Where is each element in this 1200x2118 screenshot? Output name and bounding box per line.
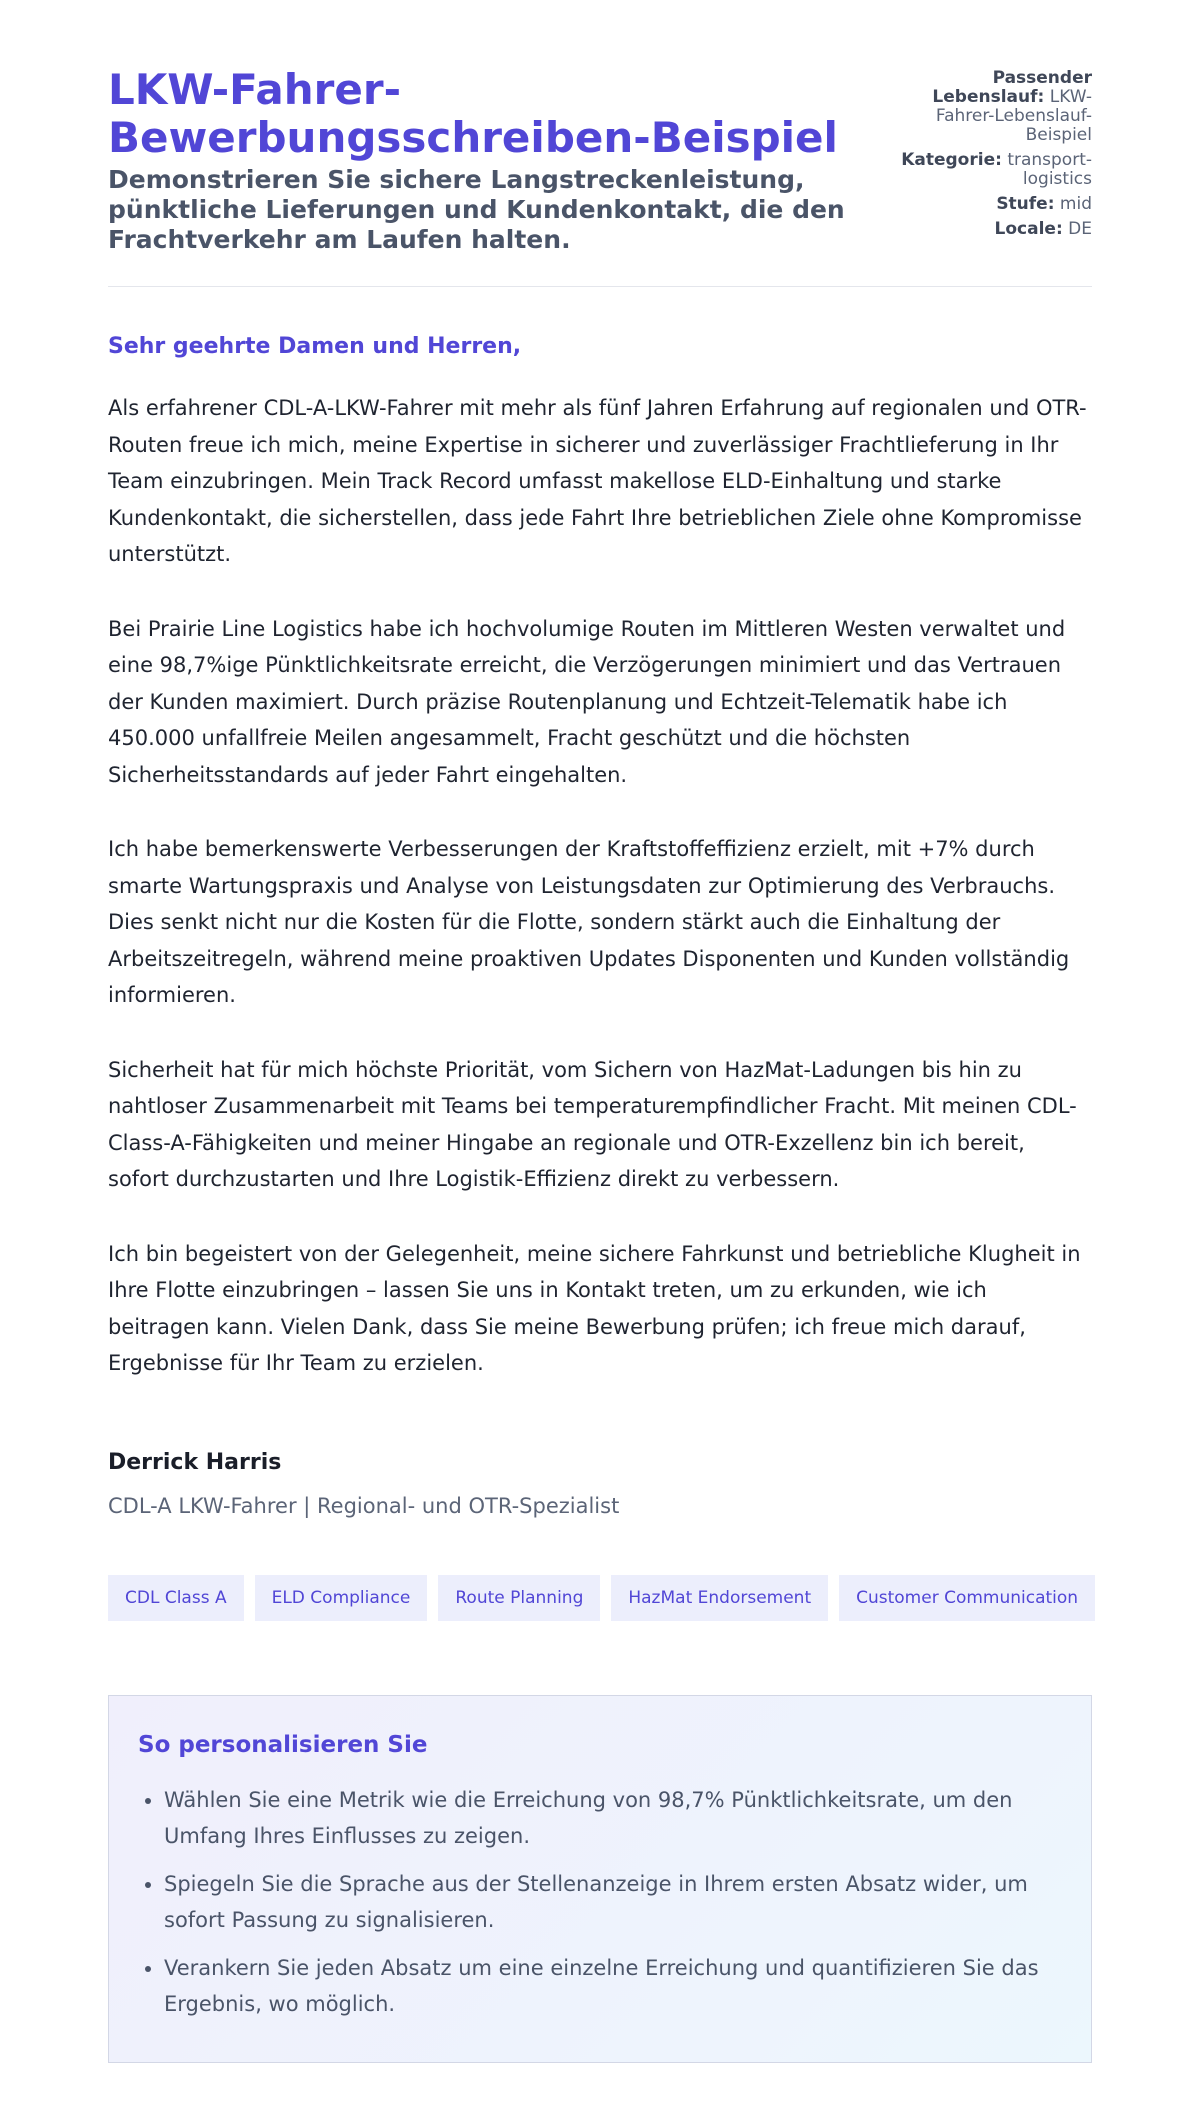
meta-level <box>893 195 1092 214</box>
meta-level-label: Stufe: <box>996 194 1055 214</box>
letter-body <box>108 390 1092 1382</box>
personalize-tips-box <box>108 1695 1092 2063</box>
signature-block <box>108 1448 1092 1521</box>
meta-locale <box>893 220 1092 239</box>
letter-paragraph: Ich bin begeistert von der Gelegenheit, meine sichere Fahrkunst und betriebliche Klugheit in Ihre Flotte einzubringen – lassen Sie uns in Kontakt treten, um zu erkunden, wie ich beitragen kann. Vielen Dank, dass Sie meine Bewerbung prüfen; ich freue mich darauf, Ergebnisse für Ihr Team zu erzielen. <box>108 1241 1081 1375</box>
tip-item: • Wählen Sie eine Metrik wie die Erreichung von 98,7% Pünktlichkeitsrate, um den Umfang Ihres Einflusses zu zeigen. <box>164 1782 1062 1854</box>
meta-category <box>893 151 1092 189</box>
skill-tag: CDL Class A <box>108 1575 244 1621</box>
skill-tag: HazMat Endorsement <box>611 1575 828 1621</box>
skill-tag: Route Planning <box>438 1575 600 1621</box>
meta-category-value: transport-logistics <box>1007 150 1092 189</box>
page-subtitle: Demonstrieren Sie sichere Langstreckenleistung, pünktliche Lieferungen und Kundenkontakt, die den Frachtverkehr am Laufen halten. <box>108 165 845 254</box>
header-titles <box>108 65 893 254</box>
skill-tag: ELD Compliance <box>255 1575 428 1621</box>
meta-panel <box>893 66 1092 239</box>
letter-paragraph: Ich habe bemerkenswerte Verbesserungen der Kraftstoffeffizienz erzielt, mit +7% durch smarte Wartungspraxis und Analyse von Leistungsdaten zur Optimierung des Verbrauchs. Dies senkt nicht nur die Kosten für die Flotte, sondern stärkt auch die Einhaltung der Arbeitszeitregeln, während meine proaktiven Updates Disponenten und Kunden vollständig informieren. <box>108 837 1070 1007</box>
page-header <box>108 0 1092 254</box>
signature-title: CDL-A LKW-Fahrer | Regional- und OTR-Spezialist <box>108 1493 620 1518</box>
tips-list <box>138 1782 1062 2022</box>
letter-paragraph: Sicherheit hat für mich höchste Priorität, vom Sichern von HazMat-Ladungen bis hin zu nahtloser Zusammenarbeit mit Teams bei temperaturempfindlicher Fracht. Mit meinen CDL-Class-A-Fähigkeiten und meiner Hingabe an regionale und OTR-Exzellenz bin ich bereit, sofort durchzustarten und Ihre Logistik-Effizienz direkt zu verbessern. <box>108 1057 1077 1191</box>
meta-resume <box>893 69 1092 145</box>
tip-item: • Spiegeln Sie die Sprache aus der Stellenanzeige in Ihrem ersten Absatz wider, um sofort Passung zu signalisieren. <box>164 1866 1062 1938</box>
meta-locale-label: Locale: <box>994 219 1063 239</box>
page-title: LKW-Fahrer-Bewerbungsschreiben-Beispiel <box>108 65 838 162</box>
meta-resume-label: Passender Lebenslauf: <box>932 68 1092 107</box>
skill-tags <box>108 1575 1092 1621</box>
meta-level-value: mid <box>1059 194 1092 214</box>
header-divider <box>108 286 1092 287</box>
meta-locale-value: DE <box>1068 219 1092 239</box>
tips-title: So personalisieren Sie <box>138 1731 428 1758</box>
meta-category-label: Kategorie: <box>901 150 1002 170</box>
letter-greeting: Sehr geehrte Damen und Herren, <box>108 334 522 359</box>
skill-tag: Customer Communication <box>839 1575 1095 1621</box>
tip-item: • Verankern Sie jeden Absatz um eine einzelne Erreichung und quantifizieren Sie das Ergebnis, wo möglich. <box>164 1950 1062 2022</box>
signature-name: Derrick Harris <box>108 1449 282 1475</box>
letter-paragraph: Bei Prairie Line Logistics habe ich hochvolumige Routen im Mittleren Westen verwaltet und eine 98,7%ige Pünktlichkeitsrate erreicht, die Verzögerungen minimiert und das Vertrauen der Kunden maximiert. Durch präzise Routenplanung und Echtzeit-Telematik habe ich 450.000 unfallfreie Meilen angesammelt, Fracht geschützt und die höchsten Sicherheitsstandards auf jeder Fahrt eingehalten. <box>108 616 1066 787</box>
meta-resume-value[interactable]: LKW-Fahrer-Lebenslauf-Beispiel <box>935 87 1092 145</box>
letter-paragraph: Als erfahrener CDL-A-LKW-Fahrer mit mehr als fünf Jahren Erfahrung auf regionalen und OTR-Routen freue ich mich, meine Expertise in sicherer und zuverlässiger Frachtlieferung in Ihr Team einzubringen. Mein Track Record umfasst makellose ELD-Einhaltung und starke Kundenkontakt, die sicherstellen, dass jede Fahrt Ihre betrieblichen Ziele ohne Kompromisse unterstützt. <box>108 396 1087 566</box>
